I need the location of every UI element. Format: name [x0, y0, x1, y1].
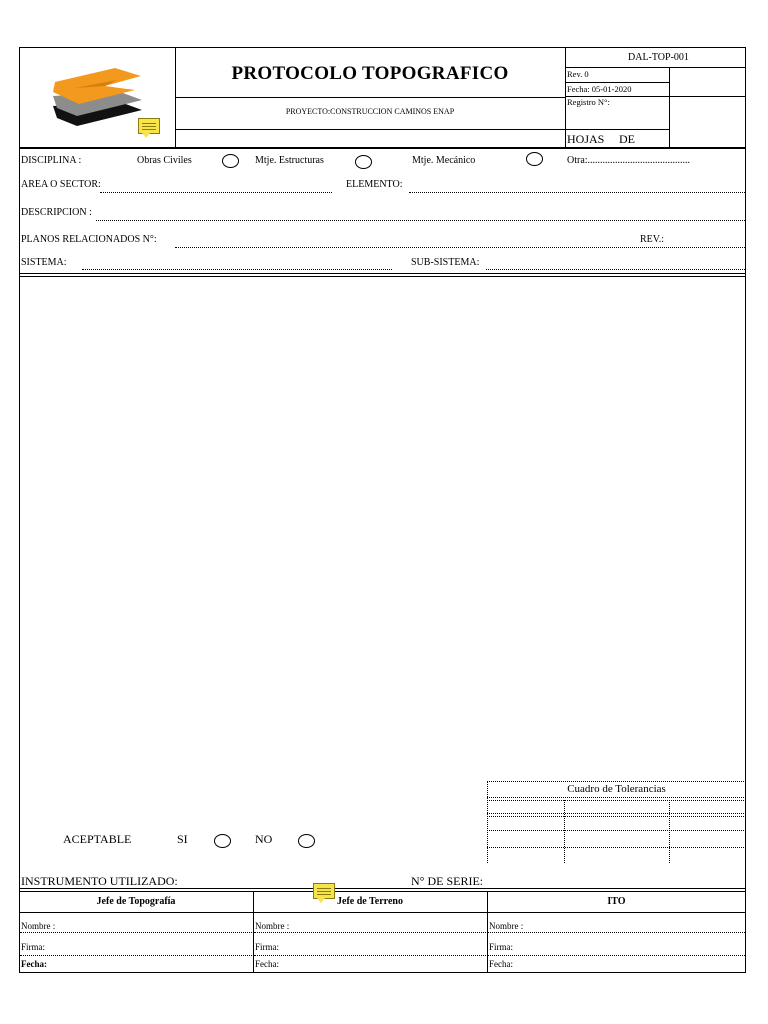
planos-input-line[interactable] [175, 247, 745, 248]
date: Fecha: 05-01-2020 [567, 84, 632, 94]
drawing-area-top-2 [19, 276, 746, 277]
header-hline-6 [565, 129, 669, 130]
sistema-input-line[interactable] [82, 269, 392, 270]
disciplina-label: DISCIPLINA : [21, 155, 82, 166]
header-hline-1 [175, 97, 565, 98]
obras-civiles-label: Obras Civiles [137, 155, 192, 166]
col1-fecha: Fecha: [21, 959, 47, 969]
descripcion-input-line[interactable] [96, 220, 745, 221]
col3-fecha: Fecha: [489, 959, 513, 969]
tol-vline-1 [564, 800, 565, 863]
otra-field[interactable]: Otra:......................................... [567, 155, 691, 166]
descripcion-label: DESCRIPCION : [21, 207, 92, 218]
tol-line-6 [487, 847, 746, 848]
drawing-area[interactable] [20, 278, 745, 778]
col3-firma: Firma: [489, 942, 513, 952]
header-hline-2 [175, 129, 565, 130]
registro-label: Registro N°: [567, 97, 610, 107]
tolerances-title: Cuadro de Tolerancias [567, 783, 666, 795]
col2-firma-line[interactable] [254, 955, 486, 956]
mtje-estructuras-radio[interactable] [355, 155, 372, 169]
no-radio[interactable] [298, 834, 315, 848]
elemento-label: ELEMENTO: [346, 179, 403, 190]
mtje-mecanico-radio[interactable] [526, 152, 543, 166]
area-label: AREA O SECTOR: [21, 179, 101, 190]
sig-header-bottom [19, 912, 746, 913]
subsistema-input-line[interactable] [486, 269, 745, 270]
drawing-area-top-1 [19, 273, 746, 274]
header-divider-3 [669, 67, 670, 147]
comment-note-icon[interactable] [138, 118, 160, 134]
col2-fecha: Fecha: [255, 959, 279, 969]
form-title: PROTOCOLO TOPOGRAFICO [231, 63, 509, 84]
no-label: NO [255, 832, 273, 846]
tol-line-3 [487, 813, 746, 814]
tol-line-2 [487, 800, 746, 801]
col1-nombre-line[interactable] [20, 932, 252, 933]
document-code: DAL-TOP-001 [628, 52, 689, 63]
subsistema-label: SUB-SISTEMA: [411, 257, 480, 268]
si-label: SI [177, 832, 188, 846]
instrumento-label: INSTRUMENTO UTILIZADO: [21, 874, 178, 888]
hojas-label: HOJAS [567, 132, 605, 146]
si-radio[interactable] [214, 834, 231, 848]
planos-label: PLANOS RELACIONADOS N°: [21, 234, 157, 245]
col1-firma: Firma: [21, 942, 45, 952]
aceptable-label: ACEPTABLE [63, 832, 132, 846]
obras-civiles-radio[interactable] [222, 154, 239, 168]
col2-nombre: Nombre : [255, 921, 290, 931]
mtje-mecanico-label: Mtje. Mecánico [412, 155, 476, 166]
comment-note-icon-2[interactable] [313, 883, 335, 899]
tolerances-table [487, 781, 746, 863]
col1-firma-line[interactable] [20, 955, 252, 956]
tol-vline-2 [669, 800, 670, 863]
area-input-line[interactable] [100, 192, 332, 193]
header-divider-2 [565, 47, 566, 147]
tol-line-5 [487, 830, 746, 831]
signatures-top-1 [19, 888, 746, 889]
rev-label: REV.: [640, 234, 664, 245]
col3-nombre-line[interactable] [488, 932, 745, 933]
col3-firma-line[interactable] [488, 955, 745, 956]
tol-line-top [487, 781, 746, 782]
sig-col-jefe-topografia: Jefe de Topografía [96, 896, 176, 907]
company-logo [45, 66, 150, 128]
col3-nombre: Nombre : [489, 921, 524, 931]
col2-firma: Firma: [255, 942, 279, 952]
elemento-input-line[interactable] [409, 192, 745, 193]
sig-col-ito: ITO [607, 896, 626, 907]
mtje-estructuras-label: Mtje. Estructuras [255, 155, 324, 166]
header-hline-3 [565, 67, 746, 68]
tol-line-1 [487, 797, 746, 798]
header-hline-4 [565, 82, 669, 83]
project-name: PROYECTO:CONSTRUCCION CAMINOS ENAP [285, 107, 455, 116]
sig-col-jefe-terreno: Jefe de Terreno [337, 896, 403, 907]
serie-label: N° DE SERIE: [411, 874, 484, 888]
signatures-top-2 [19, 891, 746, 892]
revision: Rev. 0 [567, 69, 589, 79]
de-label: DE [619, 132, 635, 146]
col1-nombre: Nombre : [21, 921, 56, 931]
sistema-label: SISTEMA: [21, 257, 67, 268]
header-bottom [19, 147, 746, 149]
tol-line-4 [487, 816, 746, 817]
col2-nombre-line[interactable] [254, 932, 486, 933]
